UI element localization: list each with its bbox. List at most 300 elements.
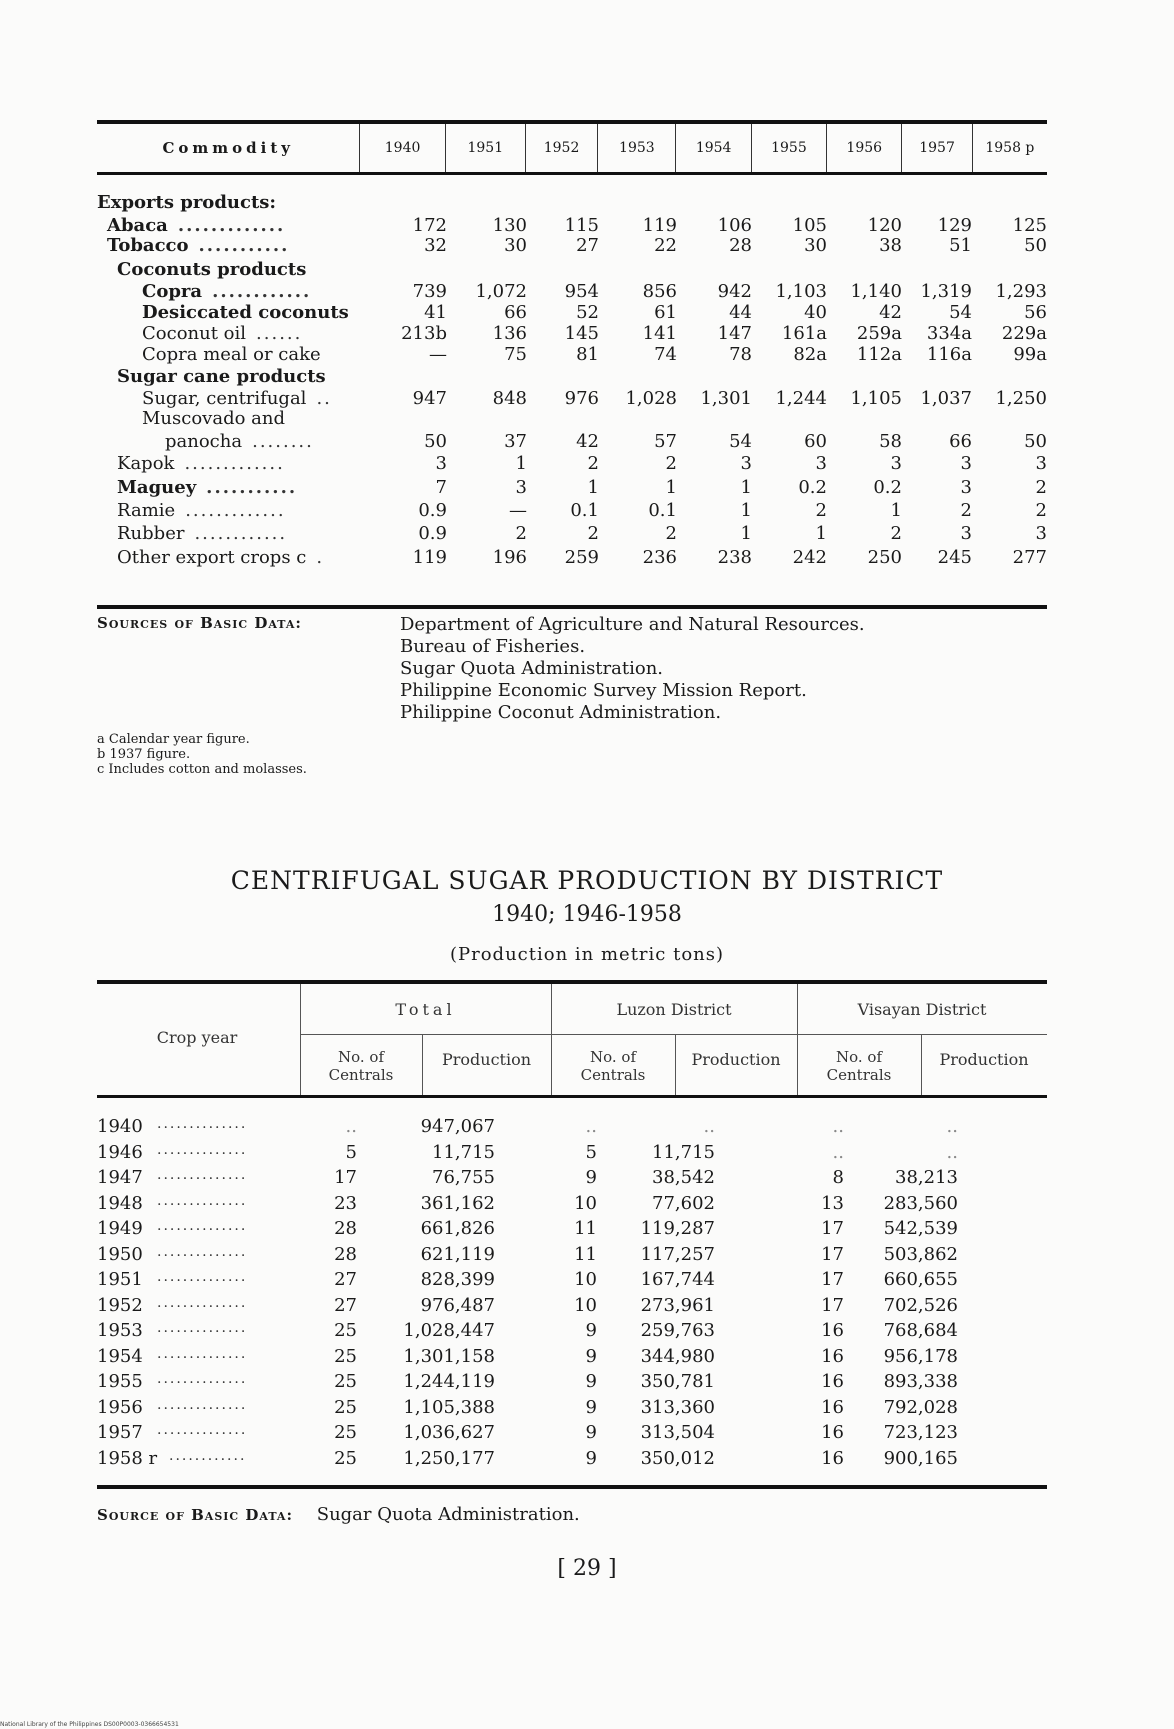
cell-value: 119 <box>642 215 677 236</box>
cell-value: 5 <box>585 1141 597 1163</box>
cell-value: 661,826 <box>420 1218 495 1239</box>
cell-value: 41 <box>424 302 447 323</box>
table-row <box>97 1371 1047 1395</box>
leader-dots: ........... <box>198 235 290 256</box>
leader-dots: ............ <box>212 281 312 302</box>
cell-value: 1,072 <box>475 281 527 302</box>
cell-value: 66 <box>504 302 527 323</box>
cell-value: 1,244,119 <box>403 1371 495 1392</box>
cell-value: 38 <box>879 235 902 256</box>
cell-value: 56 <box>1024 302 1047 323</box>
cell-value: 23 <box>334 1192 357 1214</box>
label-text: Copra <box>142 281 203 302</box>
cell-value: 2 <box>890 523 902 544</box>
table-row <box>97 235 1047 257</box>
label-text: Desiccated coconuts <box>142 302 349 323</box>
table-body <box>97 175 1047 605</box>
cell-value: 11,715 <box>652 1141 715 1163</box>
cell-value: 1,028 <box>625 388 677 409</box>
cell-value: .. <box>832 1141 844 1163</box>
cell-value: 32 <box>424 235 447 256</box>
leader-dots: ............. <box>185 500 286 521</box>
cell-value: 1,301 <box>700 388 752 409</box>
row-label <box>97 215 362 237</box>
cell-value: 2 <box>1035 500 1047 521</box>
footnotes <box>97 732 307 777</box>
source-line: Sugar Quota Administration. <box>400 658 664 679</box>
cell-value: 1,037 <box>920 388 972 409</box>
table-row <box>97 547 1047 569</box>
table-row <box>97 1448 1047 1472</box>
table-bottom-rule <box>97 1485 1047 1489</box>
cell-value: 5 <box>345 1141 357 1163</box>
header-year: 1951 <box>445 124 525 172</box>
cell-value: 2 <box>665 453 677 474</box>
cell-value: 283,560 <box>883 1192 958 1214</box>
crop-year: 1954 <box>97 1345 143 1367</box>
cell-value: 172 <box>412 215 447 236</box>
leader-dots: .. <box>316 388 332 409</box>
cell-value: 25 <box>334 1396 357 1418</box>
cell-value: 25 <box>334 1371 357 1392</box>
cell-value: 259a <box>856 323 902 344</box>
cell-value: 856 <box>642 281 677 302</box>
cell-value: 54 <box>949 302 972 323</box>
cell-value: 2 <box>1035 477 1047 498</box>
label-text: Copra meal or cake <box>142 344 321 365</box>
cell-value: 3 <box>960 453 972 474</box>
footnote: b 1937 figure. <box>97 747 191 762</box>
table-row <box>97 1167 1047 1191</box>
cell-value: 145 <box>564 323 599 344</box>
cell-value: 1,301,158 <box>403 1345 495 1367</box>
cell-value: 30 <box>504 235 527 256</box>
subheader-no-of-centrals: No. of Centrals <box>580 1048 646 1084</box>
row-label <box>97 235 362 257</box>
cell-value: 76,755 <box>432 1167 495 1188</box>
cell-value: 10 <box>574 1294 597 1316</box>
table-bottom-rule <box>97 605 1047 609</box>
cell-value: 956,178 <box>883 1345 958 1367</box>
cell-value: 25 <box>334 1320 357 1341</box>
leader-dots: ........ <box>252 431 314 452</box>
cell-value: 16 <box>821 1422 844 1443</box>
label-text: Tobacco <box>107 235 189 256</box>
cell-value: 25 <box>334 1447 357 1469</box>
row-label <box>97 547 362 569</box>
table-row <box>97 1142 1047 1166</box>
cell-value: 848 <box>492 388 527 409</box>
cell-value: 1 <box>890 500 902 521</box>
cell-value: 660,655 <box>883 1269 958 1290</box>
cell-value: 0.1 <box>570 500 599 521</box>
cell-value: 0.2 <box>873 477 902 498</box>
table-row <box>97 192 1047 214</box>
sources-list <box>400 614 1050 724</box>
cell-value: 16 <box>821 1345 844 1367</box>
crop-year: 1957 <box>97 1422 143 1443</box>
cell-value: 58 <box>879 431 902 452</box>
table-row <box>97 1422 1047 1446</box>
table-row <box>97 453 1047 475</box>
cell-value: 3 <box>740 453 752 474</box>
table-row <box>97 408 1047 430</box>
leader-dots: .............. <box>157 1243 248 1260</box>
table-row <box>97 323 1047 345</box>
table-header <box>97 984 1047 1098</box>
row-label <box>97 388 362 410</box>
cell-value: 1,250,177 <box>403 1447 495 1469</box>
cell-value: 52 <box>576 302 599 323</box>
table-row <box>97 1397 1047 1421</box>
cell-value: 3 <box>1035 453 1047 474</box>
cell-value: 259,763 <box>640 1320 715 1341</box>
leader-dots: ............ <box>194 523 288 544</box>
sugar-production-table <box>97 980 1047 1489</box>
table-row <box>97 388 1047 410</box>
table-row <box>97 1218 1047 1242</box>
cell-value: 954 <box>564 281 599 302</box>
cell-value: 27 <box>334 1269 357 1290</box>
cell-value: 1 <box>740 477 752 498</box>
cell-value: 1,244 <box>775 388 827 409</box>
cell-value: 17 <box>334 1167 357 1188</box>
table-row <box>97 1193 1047 1217</box>
cell-value: 1 <box>740 523 752 544</box>
cell-value: 3 <box>435 453 447 474</box>
label-text: Other export crops c <box>117 547 307 568</box>
cell-value: 28 <box>334 1243 357 1265</box>
crop-year: 1946 <box>97 1141 143 1163</box>
cell-value: 38,213 <box>895 1167 958 1188</box>
leader-dots: ...... <box>256 323 303 344</box>
cell-value: 242 <box>792 547 827 568</box>
leader-dots: .............. <box>157 1422 248 1438</box>
table-row <box>97 477 1047 499</box>
cell-value: 213b <box>401 323 447 344</box>
subheader-production: Production <box>939 1050 1029 1069</box>
table-row <box>97 1320 1047 1344</box>
cell-value: 9 <box>585 1422 597 1443</box>
cell-value: 119 <box>412 547 447 568</box>
cell-value: 125 <box>1012 215 1047 236</box>
leader-dots: ............. <box>177 215 286 236</box>
cell-value: 75 <box>504 344 527 365</box>
cell-value: 27 <box>334 1294 357 1316</box>
table-row <box>97 259 1047 281</box>
row-label <box>97 344 362 366</box>
cell-value: 0.1 <box>648 500 677 521</box>
label-text: Coconuts products <box>117 259 307 280</box>
subheader-no-of-centrals: No. of Centrals <box>826 1048 892 1084</box>
cell-value: 350,781 <box>640 1371 715 1392</box>
cell-value: 344,980 <box>640 1345 715 1367</box>
cell-value: 2 <box>960 500 972 521</box>
cell-value: 1,105,388 <box>403 1396 495 1418</box>
footer-watermark: National Library of the Philippines DS00P0003-0366654531 <box>0 1721 179 1728</box>
row-label <box>97 259 362 281</box>
cell-value: 273,961 <box>640 1294 715 1316</box>
cell-value: 99a <box>1013 344 1047 365</box>
crop-year: 1955 <box>97 1371 143 1392</box>
cell-value: .. <box>345 1116 357 1137</box>
cell-value: 9 <box>585 1345 597 1367</box>
table-row <box>97 344 1047 366</box>
cell-value: 16 <box>821 1371 844 1392</box>
cell-value: 167,744 <box>640 1269 715 1290</box>
cell-value: 313,504 <box>640 1422 715 1443</box>
cell-value: 8 <box>832 1167 844 1188</box>
leader-dots: ............. <box>184 453 285 474</box>
label-text: Sugar cane products <box>117 366 326 387</box>
table-row <box>97 1269 1047 1293</box>
row-label <box>97 192 362 214</box>
cell-value: 768,684 <box>883 1320 958 1341</box>
header-year: 1957 <box>901 124 971 172</box>
cell-value: 13 <box>821 1192 844 1214</box>
cell-value: 893,338 <box>883 1371 958 1392</box>
cell-value: 3 <box>515 477 527 498</box>
cell-value: 17 <box>821 1243 844 1265</box>
cell-value: 1,105 <box>850 388 902 409</box>
cell-value: 2 <box>587 453 599 474</box>
table-row <box>97 1346 1047 1370</box>
cell-value: 229a <box>1001 323 1047 344</box>
cell-value: 17 <box>821 1218 844 1239</box>
cell-value: 130 <box>492 215 527 236</box>
cell-value: 0.9 <box>418 500 447 521</box>
leader-dots: .............. <box>157 1116 248 1132</box>
cell-value: 542,539 <box>883 1218 958 1239</box>
cell-value: 236 <box>642 547 677 568</box>
cell-value: 900,165 <box>883 1447 958 1469</box>
table-row <box>97 523 1047 545</box>
cell-value: 3 <box>1035 523 1047 544</box>
cell-value: 10 <box>574 1269 597 1290</box>
cell-value: 61 <box>654 302 677 323</box>
source-line: Department of Agriculture and Natural Resources. <box>400 614 865 635</box>
cell-value: 147 <box>717 323 752 344</box>
crop-year: 1950 <box>97 1243 143 1265</box>
cell-value: 361,162 <box>420 1192 495 1214</box>
cell-value: 42 <box>576 431 599 452</box>
crop-year: 1952 <box>97 1294 143 1316</box>
section-title: CENTRIFUGAL SUGAR PRODUCTION BY DISTRICT <box>230 866 944 895</box>
cell-value: 81 <box>576 344 599 365</box>
cell-value: 1 <box>587 477 599 498</box>
cell-value: 942 <box>717 281 752 302</box>
leader-dots: .............. <box>157 1167 248 1183</box>
cell-value: 3 <box>960 523 972 544</box>
cell-value: 17 <box>821 1294 844 1316</box>
cell-value: 1 <box>815 523 827 544</box>
cell-value: 2 <box>665 523 677 544</box>
crop-year: 1940 <box>97 1116 143 1137</box>
table-row <box>97 281 1047 303</box>
header-year: 1958 p <box>972 124 1047 172</box>
cell-value: 9 <box>585 1447 597 1469</box>
cell-value: 7 <box>435 477 447 498</box>
table-body <box>97 1098 1047 1485</box>
leader-dots: .............. <box>157 1294 248 1311</box>
cell-value: 250 <box>867 547 902 568</box>
leader-dots: .............. <box>157 1269 248 1285</box>
cell-value: 259 <box>564 547 599 568</box>
cell-value: .. <box>946 1116 958 1137</box>
cell-value: 17 <box>821 1269 844 1290</box>
cell-value: 27 <box>576 235 599 256</box>
cell-value: 1,293 <box>995 281 1047 302</box>
subheader-no-of-centrals: No. of Centrals <box>328 1048 394 1084</box>
header-year: 1940 <box>359 124 444 172</box>
cell-value: 350,012 <box>640 1447 715 1469</box>
leader-dots: .............. <box>157 1371 248 1387</box>
row-label <box>97 477 362 499</box>
cell-value: 3 <box>960 477 972 498</box>
cell-value: 28 <box>729 235 752 256</box>
cell-value: 1 <box>665 477 677 498</box>
cell-value: 792,028 <box>883 1396 958 1418</box>
cell-value: 74 <box>654 344 677 365</box>
cell-value: 78 <box>729 344 752 365</box>
cell-value: 106 <box>717 215 752 236</box>
cell-value: 0.9 <box>418 523 447 544</box>
table-row <box>97 431 1047 453</box>
header-commodity: Commodity <box>162 139 294 157</box>
source-label: Source of Basic Data: <box>97 1506 293 1524</box>
source-line: Philippine Economic Survey Mission Report. <box>400 680 807 701</box>
crop-year: 1949 <box>97 1218 143 1239</box>
table-row <box>97 366 1047 388</box>
cell-value: 1,028,447 <box>403 1320 495 1341</box>
source-line-2 <box>97 1504 580 1525</box>
group-header-luzon: Luzon District <box>616 1000 732 1019</box>
label-text: Kapok <box>117 453 175 474</box>
cell-value: 245 <box>937 547 972 568</box>
export-products-table <box>97 120 1047 609</box>
cell-value: .. <box>585 1116 597 1137</box>
cell-value: .. <box>703 1116 715 1137</box>
cell-value: 40 <box>804 302 827 323</box>
crop-year: 1956 <box>97 1396 143 1418</box>
cell-value: 11,715 <box>432 1141 495 1163</box>
crop-year: 1948 <box>97 1192 143 1214</box>
cell-value: 0.2 <box>798 477 827 498</box>
cell-value: 947 <box>412 388 447 409</box>
cell-value: 11 <box>574 1218 597 1239</box>
label-text: Coconut oil <box>142 323 247 344</box>
cell-value: 1 <box>740 500 752 521</box>
cell-value: 1,250 <box>995 388 1047 409</box>
cell-value: 105 <box>792 215 827 236</box>
cell-value: 161a <box>781 323 827 344</box>
cell-value: 116a <box>926 344 972 365</box>
cell-value: 66 <box>949 431 972 452</box>
cell-value: 60 <box>804 431 827 452</box>
cell-value: 9 <box>585 1167 597 1188</box>
cell-value: 112a <box>856 344 902 365</box>
row-label <box>97 323 362 345</box>
sources-label: Sources of Basic Data: <box>97 614 302 632</box>
table-row <box>97 500 1047 522</box>
cell-value: 1,319 <box>920 281 972 302</box>
header-year: 1954 <box>675 124 750 172</box>
cell-value: 503,862 <box>883 1243 958 1265</box>
label-text: Ramie <box>117 500 176 521</box>
leader-dots: .............. <box>157 1320 248 1336</box>
cell-value: 723,123 <box>883 1422 958 1443</box>
cell-value: 117,257 <box>640 1243 715 1265</box>
cell-value: 22 <box>654 235 677 256</box>
table-row <box>97 1295 1047 1319</box>
cell-value: 196 <box>492 547 527 568</box>
row-label <box>97 281 362 303</box>
cell-value: 9 <box>585 1320 597 1341</box>
cell-value: 11 <box>574 1243 597 1265</box>
cell-value: 25 <box>334 1345 357 1367</box>
header-year: 1952 <box>525 124 597 172</box>
cell-value: 10 <box>574 1192 597 1214</box>
cell-value: 141 <box>642 323 677 344</box>
cell-value: 1,103 <box>775 281 827 302</box>
cell-value: 702,526 <box>883 1294 958 1316</box>
leader-dots: ............ <box>169 1447 247 1464</box>
crop-year: 1953 <box>97 1320 143 1341</box>
cell-value: 828,399 <box>420 1269 495 1290</box>
cell-value: 28 <box>334 1218 357 1239</box>
section-subtitle: (Production in metric tons) <box>449 944 725 965</box>
label-text: Abaca <box>107 215 168 236</box>
header-year: 1956 <box>826 124 901 172</box>
cell-value: 119,287 <box>640 1218 715 1239</box>
cell-value: 37 <box>504 431 527 452</box>
cell-value: 16 <box>821 1396 844 1418</box>
source-line: Bureau of Fisheries. <box>400 636 586 657</box>
table-row <box>97 1244 1047 1268</box>
leader-dots: .............. <box>157 1192 248 1209</box>
footnote: c Includes cotton and molasses. <box>97 762 307 777</box>
cell-value: 115 <box>564 215 599 236</box>
cell-value: 51 <box>949 235 972 256</box>
crop-year: 1947 <box>97 1167 143 1188</box>
cell-value: 77,602 <box>652 1192 715 1214</box>
cell-value: 44 <box>729 302 752 323</box>
cell-value: 2 <box>587 523 599 544</box>
cell-value: 3 <box>890 453 902 474</box>
table-row <box>97 302 1047 324</box>
cell-value: 1 <box>515 453 527 474</box>
table-row <box>97 215 1047 237</box>
row-label <box>97 431 362 453</box>
cell-value: 313,360 <box>640 1396 715 1418</box>
footnote: a Calendar year figure. <box>97 732 250 747</box>
cell-value: .. <box>832 1116 844 1137</box>
cell-value: 120 <box>867 215 902 236</box>
leader-dots: .............. <box>157 1141 248 1158</box>
header-crop-year: Crop year <box>156 1028 238 1047</box>
cell-value: 57 <box>654 431 677 452</box>
label-text: Maguey <box>117 477 197 498</box>
cell-value: 129 <box>937 215 972 236</box>
row-label <box>97 366 362 388</box>
row-label <box>97 500 362 522</box>
leader-dots: ........... <box>206 477 298 498</box>
leader-dots: . <box>316 547 325 568</box>
cell-value: 50 <box>1024 235 1047 256</box>
header-year: 1953 <box>597 124 675 172</box>
cell-value: 38,542 <box>652 1167 715 1188</box>
crop-year: 1958 r <box>97 1447 158 1469</box>
